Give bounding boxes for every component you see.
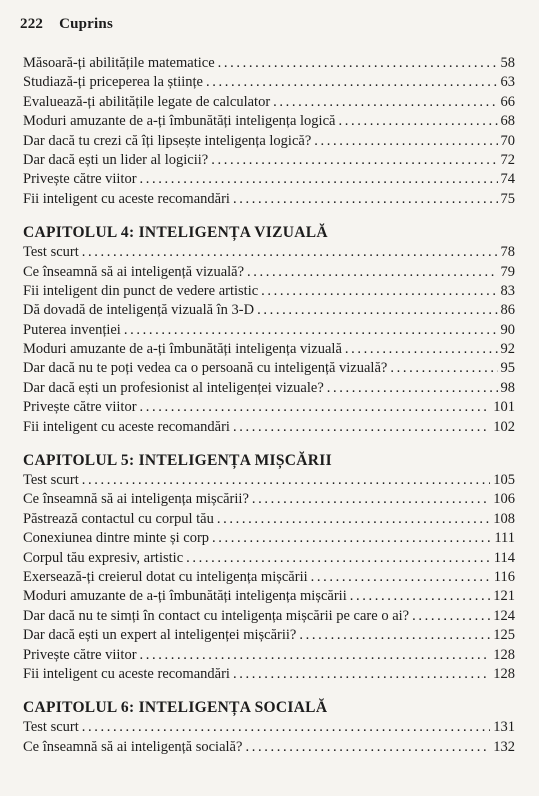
toc-entry-title: Ce înseamnă să ai inteligență vizuală? (23, 263, 245, 280)
dot-leader (217, 510, 490, 529)
toc-entry[interactable] (23, 112, 515, 131)
toc-entry[interactable] (23, 529, 515, 548)
toc-entry-page: 128 (493, 665, 515, 682)
toc-entry[interactable] (23, 738, 515, 757)
dot-leader (140, 170, 498, 189)
dot-leader (233, 418, 490, 437)
toc-entry-page: 63 (500, 74, 515, 91)
toc-entry-title: Dar dacă ești un expert al inteligenței mișcării? (23, 627, 297, 644)
toc-entry-title: Fii inteligent cu aceste recomandări (23, 190, 230, 207)
toc-entry[interactable] (23, 73, 515, 92)
intro-section (23, 54, 515, 209)
toc-entry[interactable] (23, 587, 515, 606)
page-header (20, 16, 113, 33)
toc-entry-title: Ce înseamnă să ai inteligență socială? (23, 738, 243, 755)
toc-entry-page: 58 (500, 55, 515, 71)
toc-entry[interactable] (23, 510, 515, 529)
table-of-contents (23, 54, 515, 757)
toc-entry[interactable] (23, 626, 515, 645)
page-title: Cuprins (59, 16, 113, 32)
toc-entry-title: Fii inteligent cu aceste recomandări (23, 665, 230, 682)
toc-entry-page: 124 (493, 607, 515, 624)
toc-entry[interactable] (23, 340, 515, 359)
page-number: 222 (20, 16, 44, 32)
dot-leader (82, 471, 490, 490)
toc-entry-title: Fii inteligent cu aceste recomandări (23, 418, 230, 435)
toc-entry[interactable] (23, 93, 515, 112)
toc-entry-page: 72 (500, 151, 515, 168)
dot-leader (390, 359, 497, 378)
toc-entry[interactable] (23, 282, 515, 301)
toc-entry-page: 78 (500, 244, 515, 261)
toc-entry-title: Fii inteligent din punct de vedere artistic (23, 282, 259, 299)
toc-entry-title: Puterea invenției (23, 321, 121, 338)
toc-entry[interactable] (23, 54, 515, 73)
toc-entry[interactable] (23, 132, 515, 151)
toc-entry[interactable] (23, 301, 515, 320)
toc-entry-title: Dar dacă ești un lider al logicii? (23, 151, 209, 168)
toc-entry[interactable] (23, 665, 515, 684)
toc-entry[interactable] (23, 718, 515, 737)
toc-entry-page: 111 (494, 530, 515, 547)
toc-entry[interactable] (23, 379, 515, 398)
dot-leader (273, 93, 497, 112)
toc-entry-page: 90 (500, 321, 515, 338)
dot-leader (412, 607, 490, 626)
toc-entry-title: Ce înseamnă să ai inteligența mișcării? (23, 491, 249, 508)
dot-leader (211, 151, 497, 170)
toc-entry-title: Dar dacă nu te poți vedea ca o persoană cu inteligență vizuală? (23, 360, 388, 377)
dot-leader (212, 529, 491, 548)
toc-entry-title: Privește către viitor (23, 646, 137, 663)
toc-entry-page: 98 (500, 379, 515, 396)
toc-entry-page: 108 (493, 510, 515, 527)
chapter-section (23, 450, 515, 684)
toc-entry[interactable] (23, 151, 515, 170)
toc-entry[interactable] (23, 263, 515, 282)
chapter-section (23, 697, 515, 757)
toc-entry-page: 95 (500, 360, 515, 377)
dot-leader (338, 112, 497, 131)
toc-entry-title: Privește către viitor (23, 171, 137, 188)
dot-leader (82, 718, 490, 737)
toc-entry-page: 79 (500, 263, 515, 280)
dot-leader (261, 282, 497, 301)
toc-entry[interactable] (23, 398, 515, 417)
dot-leader (206, 73, 498, 92)
toc-entry-title: Studiază-ți priceperea la științe (23, 74, 203, 91)
toc-entry-title: Evaluează-ți abilitățile legate de calculator (23, 93, 271, 110)
chapter-title[interactable]: CAPITOLUL 5: INTELIGENȚA MIȘCĂRII (23, 452, 332, 470)
toc-entry-page: 128 (493, 646, 515, 663)
dot-leader (314, 132, 497, 151)
toc-entry-title: Moduri amuzante de a-ți îmbunătăți inteligența mișcării (23, 588, 347, 605)
toc-entry-page: 83 (500, 282, 515, 299)
dot-leader (257, 301, 497, 320)
dot-leader (124, 321, 498, 340)
dot-leader (311, 568, 491, 587)
toc-entry-title: Corpul tău expresiv, artistic (23, 549, 184, 566)
toc-entry-page: 101 (493, 399, 515, 416)
toc-entry-title: Moduri amuzante de a-ți îmbunătăți inteligența logică (23, 113, 336, 130)
chapter-section (23, 222, 515, 437)
toc-entry-page: 92 (500, 341, 515, 358)
toc-entry-page: 68 (500, 113, 515, 130)
toc-entry[interactable] (23, 359, 515, 378)
toc-entry-page: 116 (493, 568, 515, 585)
toc-entry[interactable] (23, 321, 515, 340)
toc-entry[interactable] (23, 243, 515, 262)
toc-entry[interactable] (23, 418, 515, 437)
toc-entry-title: Dar dacă nu te simți în contact cu inteligența mișcării pe care o ai? (23, 607, 410, 624)
toc-entry[interactable] (23, 568, 515, 587)
dot-leader (186, 549, 491, 568)
toc-entry-page: 125 (493, 627, 515, 644)
toc-entry-title: Exersează-ți creierul dotat cu inteligența mișcării (23, 568, 308, 585)
toc-entry-title: Dă dovadă de inteligență vizuală în 3-D (23, 302, 255, 319)
toc-entry-page: 131 (493, 719, 515, 736)
chapter-title[interactable]: CAPITOLUL 4: INTELIGENȚA VIZUALĂ (23, 224, 328, 242)
toc-entry-page: 102 (493, 418, 515, 435)
toc-entry-title: Test scurt (23, 472, 79, 489)
toc-entry-page: 75 (500, 190, 515, 207)
toc-entry[interactable] (23, 646, 515, 665)
dot-leader (350, 587, 491, 606)
dot-leader (327, 379, 498, 398)
dot-leader (218, 54, 498, 73)
toc-entry[interactable] (23, 490, 515, 509)
toc-entry[interactable] (23, 170, 515, 189)
toc-entry-title: Dar dacă ești un profesionist al inteligenței vizuale? (23, 379, 324, 396)
toc-entry-title: Moduri amuzante de a-ți îmbunătăți inteligența vizuală (23, 341, 342, 358)
toc-entry-title: Măsoară-ți abilitățile matematice (23, 55, 215, 71)
dot-leader (82, 243, 498, 262)
toc-entry-page: 121 (493, 588, 515, 605)
dot-leader (345, 340, 498, 359)
toc-entry-page: 86 (500, 302, 515, 319)
dot-leader (140, 646, 491, 665)
toc-entry-page: 106 (493, 491, 515, 508)
toc-entry[interactable] (23, 549, 515, 568)
toc-entry-page: 105 (493, 472, 515, 489)
dot-leader (247, 263, 497, 282)
toc-entry[interactable] (23, 471, 515, 490)
toc-entry[interactable] (23, 190, 515, 209)
toc-entry-title: Dar dacă tu crezi că îți lipsește inteligența logică? (23, 132, 312, 149)
toc-entry-title: Test scurt (23, 719, 79, 736)
dot-leader (245, 738, 490, 757)
dot-leader (299, 626, 490, 645)
dot-leader (233, 665, 490, 684)
toc-entry-page: 74 (500, 171, 515, 188)
dot-leader (233, 190, 498, 209)
chapter-title[interactable]: CAPITOLUL 6: INTELIGENȚA SOCIALĂ (23, 699, 328, 717)
toc-entry-page: 66 (500, 93, 515, 110)
toc-entry-title: Test scurt (23, 244, 79, 261)
toc-entry-title: Privește către viitor (23, 399, 137, 416)
toc-entry-title: Păstrează contactul cu corpul tău (23, 510, 214, 527)
toc-entry-page: 132 (493, 738, 515, 755)
dot-leader (252, 490, 490, 509)
dot-leader (140, 398, 491, 417)
toc-entry-page: 70 (500, 132, 515, 149)
toc-entry-title: Conexiunea dintre minte și corp (23, 530, 210, 547)
toc-entry[interactable] (23, 607, 515, 626)
toc-entry-page: 114 (493, 549, 515, 566)
